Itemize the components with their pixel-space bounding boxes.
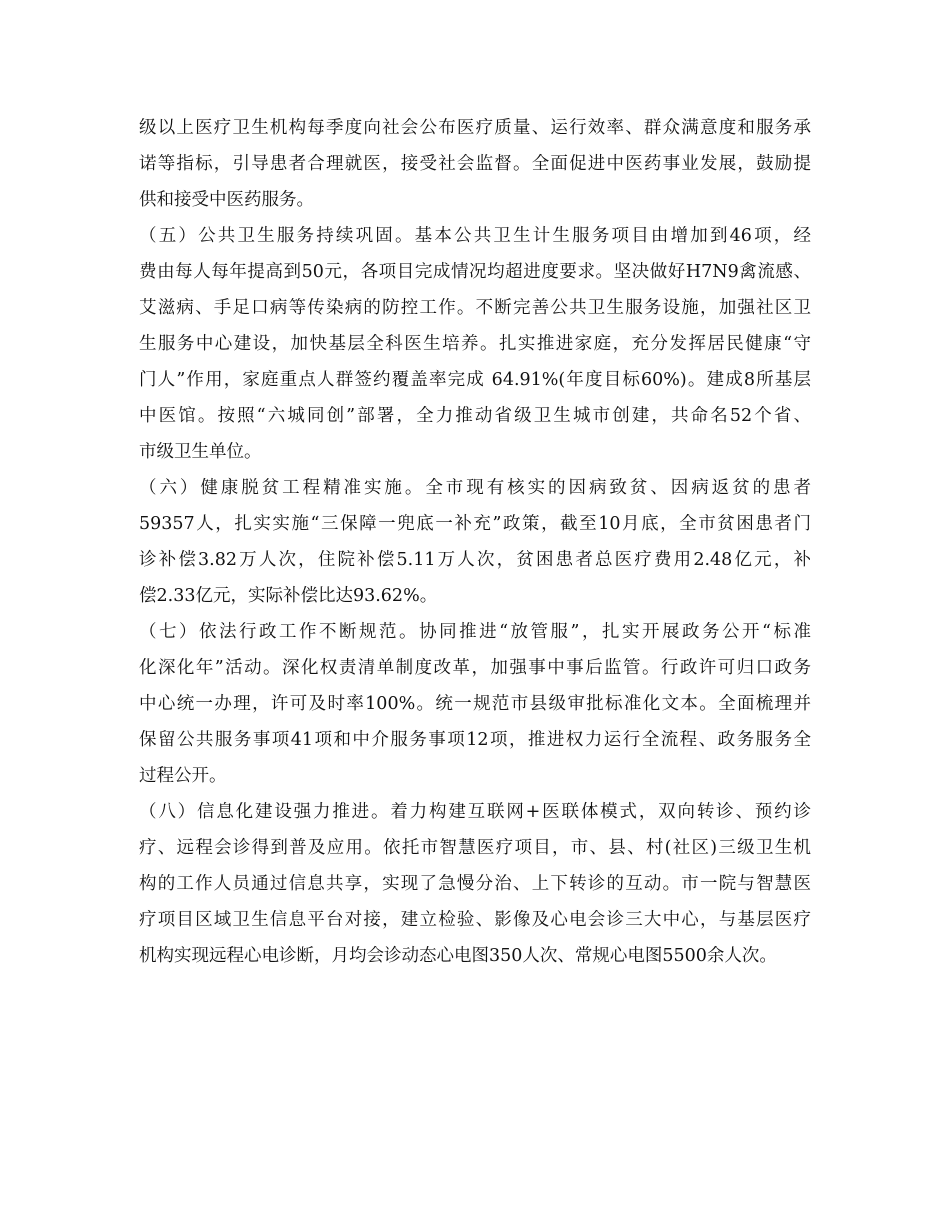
text-line: 构的工作人员通过信息共享，实现了急慢分治、上下转诊的互动。市一院与智慧医 <box>139 874 811 894</box>
text-line: 生服务中心建设，加快基层全科医生培养。扎实推进家庭，充分发挥居民健康“守 <box>139 334 811 354</box>
text-line: 机构实现远程心电诊断，月均会诊动态心电图350人次、常规心电图5500余人次。 <box>139 946 777 966</box>
text-line: 诊补偿3.82万人次，住院补偿5.11万人次，贫困患者总医疗费用2.48亿元，补 <box>139 550 811 570</box>
paragraph-section-8 <box>139 794 811 974</box>
text-line: 59357人，扎实实施“三保障一兜底一补充”政策，截至10月底，全市贫困患者门 <box>139 514 811 534</box>
text-line: 过程公开。 <box>139 766 227 786</box>
text-line: 艾滋病、手足口病等传染病的防控工作。不断完善公共卫生服务设施，加强社区卫 <box>139 298 811 318</box>
text-line: 诺等指标，引导患者合理就医，接受社会监督。全面促进中医药事业发展，鼓励提 <box>139 154 811 174</box>
text-line: 中医馆。按照“六城同创”部署，全力推动省级卫生城市创建，共命名52个省、 <box>139 406 811 426</box>
paragraph-heading-line: （八）信息化建设强力推进。着力构建互联网+医联体模式，双向转诊、预约诊 <box>139 802 811 822</box>
paragraph-heading-line: （七）依法行政工作不断规范。协同推进“放管服”，扎实开展政务公开“标准 <box>139 622 811 642</box>
text-line: 门人”作用，家庭重点人群签约覆盖率完成 64.91%(年度目标60%)。建成8所基层 <box>139 370 811 390</box>
text-line: 中心统一办理，许可及时率100%。统一规范市县级审批标准化文本。全面梳理并 <box>139 694 811 714</box>
text-line: 保留公共服务事项41项和中介服务事项12项，推进权力运行全流程、政务服务全 <box>139 730 811 750</box>
text-line: 费由每人每年提高到50元，各项目完成情况均超进度要求。坚决做好H7N9禽流感、 <box>139 262 811 282</box>
paragraph-heading-line: （五）公共卫生服务持续巩固。基本公共卫生计生服务项目由增加到46项，经 <box>139 226 811 246</box>
paragraph-section-5 <box>139 218 811 470</box>
paragraph-section-7 <box>139 614 811 794</box>
text-line: 级以上医疗卫生机构每季度向社会公布医疗质量、运行效率、群众满意度和服务承 <box>139 118 811 138</box>
text-line: 供和接受中医药服务。 <box>139 190 314 210</box>
text-line: 疗项目区域卫生信息平台对接，建立检验、影像及心电会诊三大中心，与基层医疗 <box>139 910 811 930</box>
text-line: 偿2.33亿元，实际补偿比达93.62%。 <box>139 586 438 606</box>
document-body <box>139 110 811 974</box>
paragraph-heading-line: （六）健康脱贫工程精准实施。全市现有核实的因病致贫、因病返贫的患者 <box>139 478 811 498</box>
paragraph-section-6 <box>139 470 811 614</box>
text-line: 化深化年”活动。深化权责清单制度改革，加强事中事后监管。行政许可归口政务 <box>139 658 811 678</box>
text-line: 市级卫生单位。 <box>139 442 262 462</box>
paragraph-continuation <box>139 110 811 218</box>
text-line: 疗、远程会诊得到普及应用。依托市智慧医疗项目，市、县、村(社区)三级卫生机 <box>139 838 811 858</box>
